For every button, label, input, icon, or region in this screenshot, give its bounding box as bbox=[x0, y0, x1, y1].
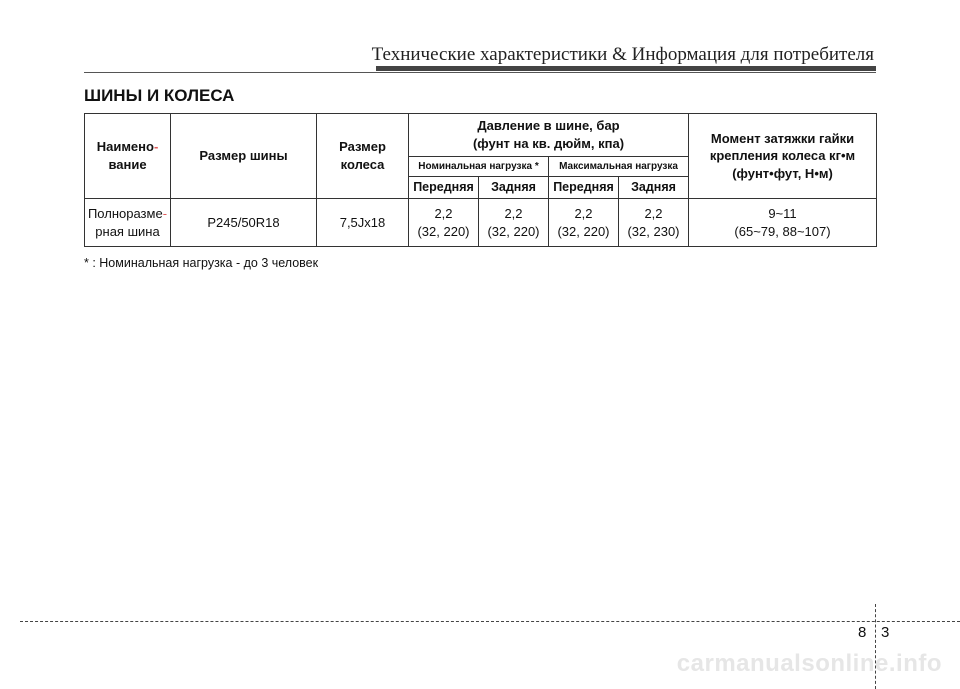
header-thin-rule bbox=[84, 72, 876, 73]
header-torque-line3: (фунт•фут, Н•м) bbox=[732, 165, 833, 181]
cell-normal-front-bar: 2,2 bbox=[434, 205, 453, 221]
header-normal-rear: Задняя bbox=[479, 177, 549, 199]
header-max-front: Передняя bbox=[549, 177, 619, 199]
cell-tire-name-hyphen: - bbox=[162, 205, 168, 221]
cell-normal-rear-bar: 2,2 bbox=[504, 205, 523, 221]
cell-max-rear-alt: (32, 230) bbox=[627, 223, 680, 239]
header-pressure bbox=[409, 114, 689, 157]
footer-rule bbox=[20, 621, 960, 622]
section-number: 8 bbox=[858, 624, 867, 641]
page-number: 3 bbox=[881, 624, 890, 641]
header-tire-size: Размер шины bbox=[171, 114, 317, 199]
cell-tire-size: P245/50R18 bbox=[171, 199, 317, 247]
cell-torque-alt: (65~79, 88~107) bbox=[734, 223, 831, 239]
cell-max-rear bbox=[619, 199, 689, 247]
header-wheel-size-line2: колеса bbox=[340, 157, 385, 172]
header-thick-rule bbox=[376, 66, 876, 71]
footnote: * : Номинальная нагрузка - до 3 человек bbox=[84, 256, 319, 270]
cell-max-front-alt: (32, 220) bbox=[557, 223, 610, 239]
cell-normal-front bbox=[409, 199, 479, 247]
cell-tire-name-line2: рная шина bbox=[95, 223, 160, 239]
header-torque-line1: Момент затяжки гайки bbox=[710, 130, 855, 146]
cell-max-rear-bar: 2,2 bbox=[644, 205, 663, 221]
header-pressure-line2: (фунт на кв. дюйм, кпа) bbox=[472, 136, 625, 151]
tire-spec-table bbox=[84, 113, 877, 247]
cell-torque bbox=[689, 199, 877, 247]
header-name-line1: Наимено bbox=[96, 139, 154, 155]
cell-normal-front-alt: (32, 220) bbox=[417, 223, 470, 239]
header-normal-front: Передняя bbox=[409, 177, 479, 199]
cell-tire-name-line1: Полноразме bbox=[87, 205, 163, 221]
header-normal-load: Номинальная нагрузка * bbox=[409, 157, 549, 177]
header-name bbox=[85, 114, 171, 199]
cell-torque-kgm: 9~11 bbox=[768, 205, 797, 221]
header-torque-line2: крепления колеса кг•м bbox=[709, 148, 856, 164]
cell-wheel-size: 7,5Jx18 bbox=[317, 199, 409, 247]
cell-normal-rear bbox=[479, 199, 549, 247]
header-name-line2: вание bbox=[108, 157, 147, 172]
header-wheel-size-line1: Размер bbox=[339, 139, 386, 155]
cell-max-front bbox=[549, 199, 619, 247]
section-title: ШИНЫ И КОЛЕСА bbox=[84, 86, 235, 105]
header-torque bbox=[689, 114, 877, 199]
header-name-hyphen: - bbox=[153, 139, 159, 155]
page-header-title: Технические характеристики & Информация для потребителя bbox=[371, 44, 874, 65]
table-row bbox=[85, 199, 877, 247]
header-pressure-line1: Давление в шине, бар bbox=[477, 118, 620, 134]
cell-tire-name bbox=[85, 199, 171, 247]
header-max-load: Максимальная нагрузка bbox=[549, 157, 689, 177]
watermark: carmanualsonline.info bbox=[676, 650, 942, 677]
header-wheel-size bbox=[317, 114, 409, 199]
cell-max-front-bar: 2,2 bbox=[574, 205, 593, 221]
cell-normal-rear-alt: (32, 220) bbox=[487, 223, 540, 239]
header-max-rear: Задняя bbox=[619, 177, 689, 199]
